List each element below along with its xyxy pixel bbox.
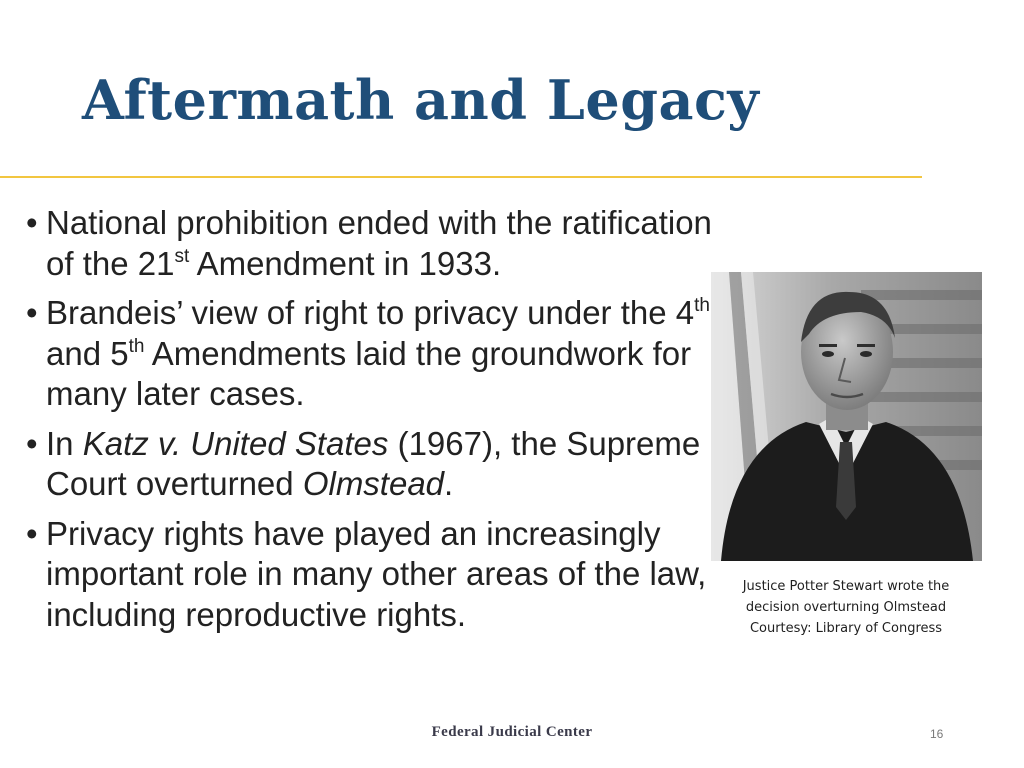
bullet-text: and 5 [46,334,129,372]
footer-organization: Federal Judicial Center [431,724,593,740]
title-divider [0,176,922,178]
page-number: 16 [930,727,944,741]
bullet-text: Amendment in 1933. [189,244,502,282]
bullet-text: Privacy rights have played an increasingly important role in many other areas of the law, including reproductive rights. [46,514,707,633]
photo-caption [712,576,980,639]
bullet-item [24,424,724,505]
caption-line: decision overturning Olmstead [745,600,947,615]
bullet-list [24,203,724,644]
bullet-text: Brandeis’ view of right to privacy under the 4 [46,294,695,331]
bullet-text: Amendments laid the groundwork for many later cases. [46,334,692,412]
bullet-item [24,293,724,415]
case-name: Olmstead [302,465,445,502]
superscript: st [174,245,190,267]
caption-line: Justice Potter Stewart wrote the [742,579,950,594]
superscript: th [694,295,710,316]
caption-credit: Courtesy: Library of Congress [749,621,943,636]
portrait-image [711,272,982,561]
slide-title: Aftermath and Legacy [82,68,760,132]
case-name: Katz v. United States [82,424,389,462]
bullet-text: (1967), the Supreme Court overturned [46,424,701,502]
superscript: th [128,335,145,357]
bullet-text: In [46,424,83,462]
bullet-text: National prohibition ended with the ratification of the 21 [46,204,712,282]
portrait-photo [711,272,982,561]
bullet-text: . [444,465,454,502]
bullet-item [24,514,724,636]
bullet-item [24,203,724,284]
